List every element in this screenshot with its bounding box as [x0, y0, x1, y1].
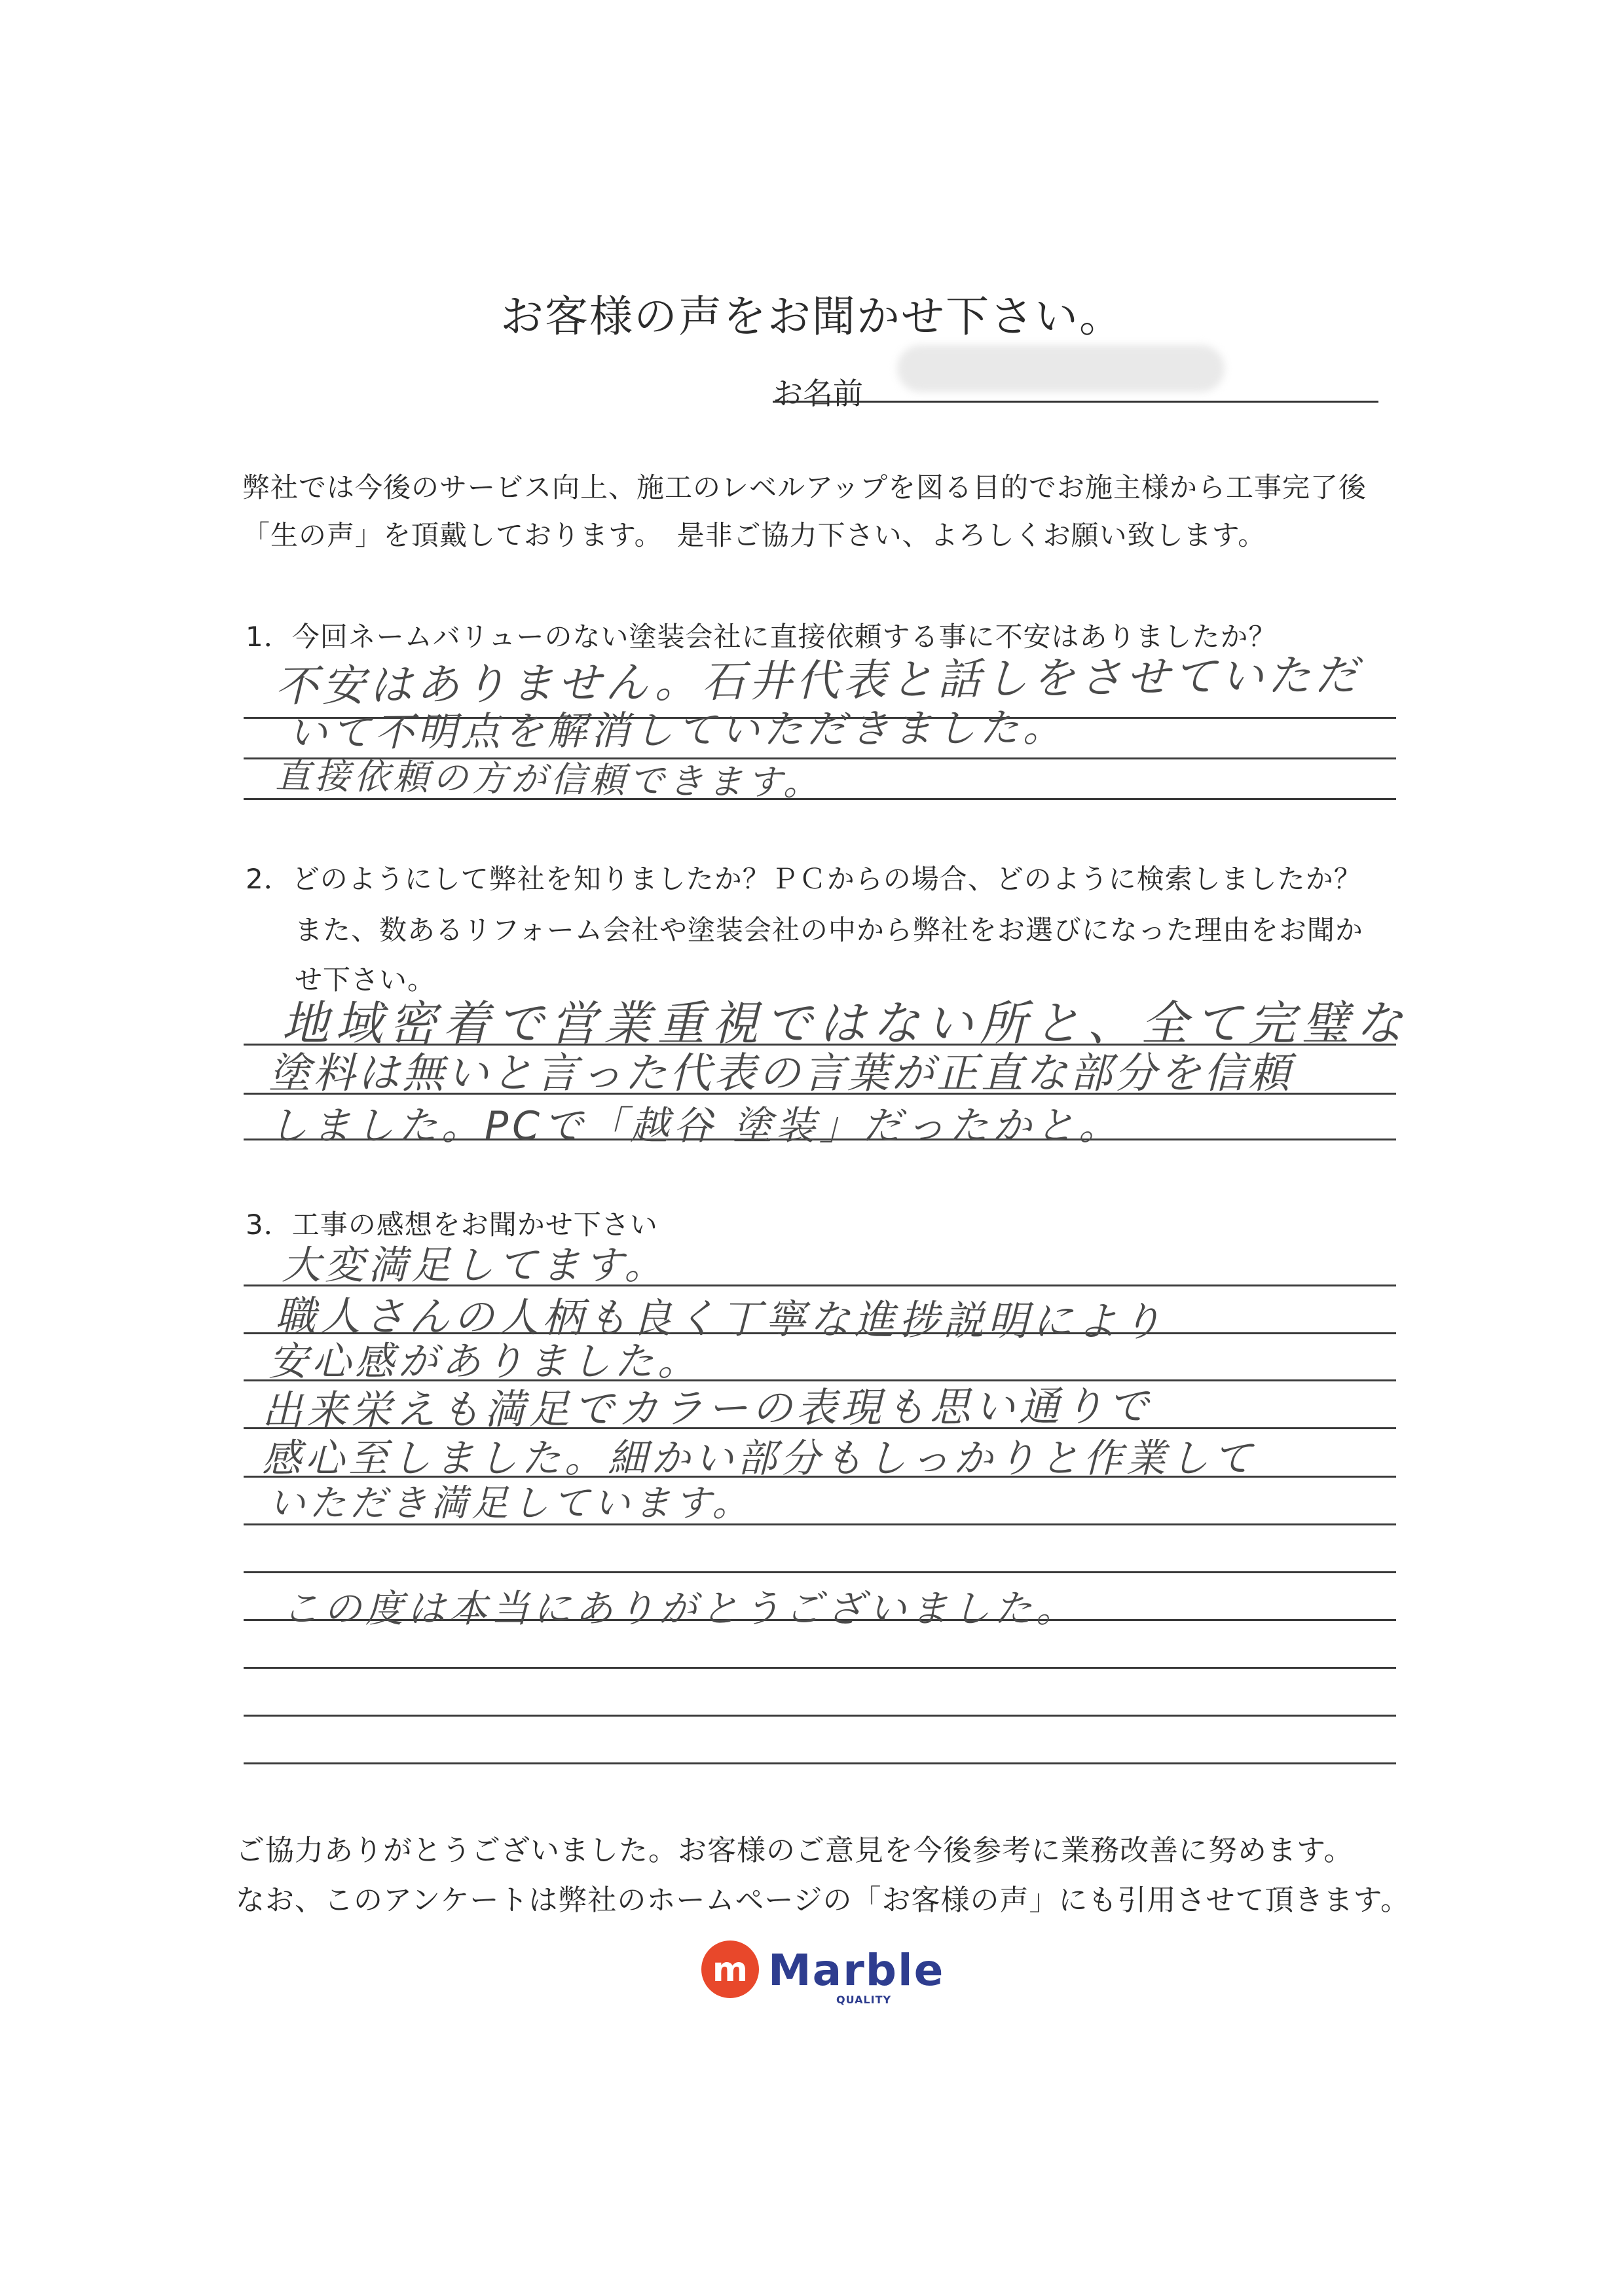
- logo-brand-text: Marble: [768, 1945, 945, 1995]
- handwritten-answer-line: しました。PCで「越谷 塗装」だったかと。: [268, 1103, 1122, 1149]
- marble-logo-mark: [697, 1938, 946, 2010]
- survey-title: お客様の声をお聞かせ下さい。: [500, 291, 1124, 342]
- handwritten-answer-line: この度は本当にありがとうございました。: [282, 1586, 1079, 1631]
- handwritten-answer-line: 職人さんの人柄も良く丁寧な進捗説明により: [275, 1292, 1166, 1346]
- answer-rule: [244, 1571, 1396, 1573]
- handwritten-answer-line: 出来栄えも満足でカラーの表現も思い通りで: [261, 1381, 1153, 1434]
- handwritten-answer-line: 直接依頼の方が信頼できます。: [275, 755, 823, 804]
- answer-rule: [244, 1667, 1396, 1669]
- handwritten-answer-line: いて不明点を解消していただきました。: [287, 704, 1066, 757]
- question-1: 1．今回ネームバリューのない塗装会社に直接依頼する事に不安はありましたか？: [246, 621, 1277, 653]
- handwritten-answer-line: 地域密着で営業重視ではない所と、全て完璧な: [282, 996, 1410, 1051]
- intro-text-line-1: 弊社では今後のサービス向上、施工のレベルアップを図る目的でお施主様から工事完了後: [242, 471, 1367, 503]
- handwritten-answer-line: 安心感がありました。: [268, 1339, 701, 1385]
- footer-line-2: なお、このアンケートは弊社のホームページの「お客様の声」にも引用させて頂きます。: [236, 1884, 1410, 1917]
- logo-letter-m: m: [712, 1950, 748, 1990]
- footer-line-1: ご協力ありがとうございました。お客様のご意見を今後参考に業務改善に努めます。: [236, 1834, 1354, 1867]
- question-2-line-2: また、数あるリフォーム会社や塗装会社の中から弊社をお選びになった理由をお聞か: [295, 914, 1363, 946]
- handwritten-answer-line: 不安はありません。石井代表と話しをさせていただ: [274, 649, 1362, 712]
- handwritten-answer-line: いただき満足しています。: [268, 1482, 753, 1525]
- handwritten-answer-line: 感心至しました。細かい部分もしっかりと作業して: [262, 1436, 1256, 1482]
- name-field-line: [773, 401, 1378, 403]
- handwritten-answer-line: 塗料は無いと言った代表の言葉が正直な部分を信頼: [268, 1049, 1293, 1098]
- marble-logo: [697, 1938, 946, 2010]
- answer-rule: [244, 1762, 1396, 1764]
- handwritten-answer-line: 大変満足してます。: [282, 1243, 668, 1288]
- question-2-line-1: 2．どのようにして弊社を知りましたか？ＰＣからの場合、どのように検索しましたか？: [246, 863, 1362, 895]
- logo-tagline-text: QUALITY: [836, 1994, 892, 2006]
- question-3: 3．工事の感想をお聞かせ下さい: [246, 1209, 658, 1241]
- question-2-line-3: せ下さい。: [295, 964, 436, 996]
- name-field-label: お名前: [773, 376, 863, 411]
- intro-text-line-2: 「生の声」を頂戴しております。 是非ご協力下さい、よろしくお願い致します。: [242, 519, 1266, 551]
- name-redaction: [897, 345, 1225, 392]
- answer-rule: [244, 1715, 1396, 1717]
